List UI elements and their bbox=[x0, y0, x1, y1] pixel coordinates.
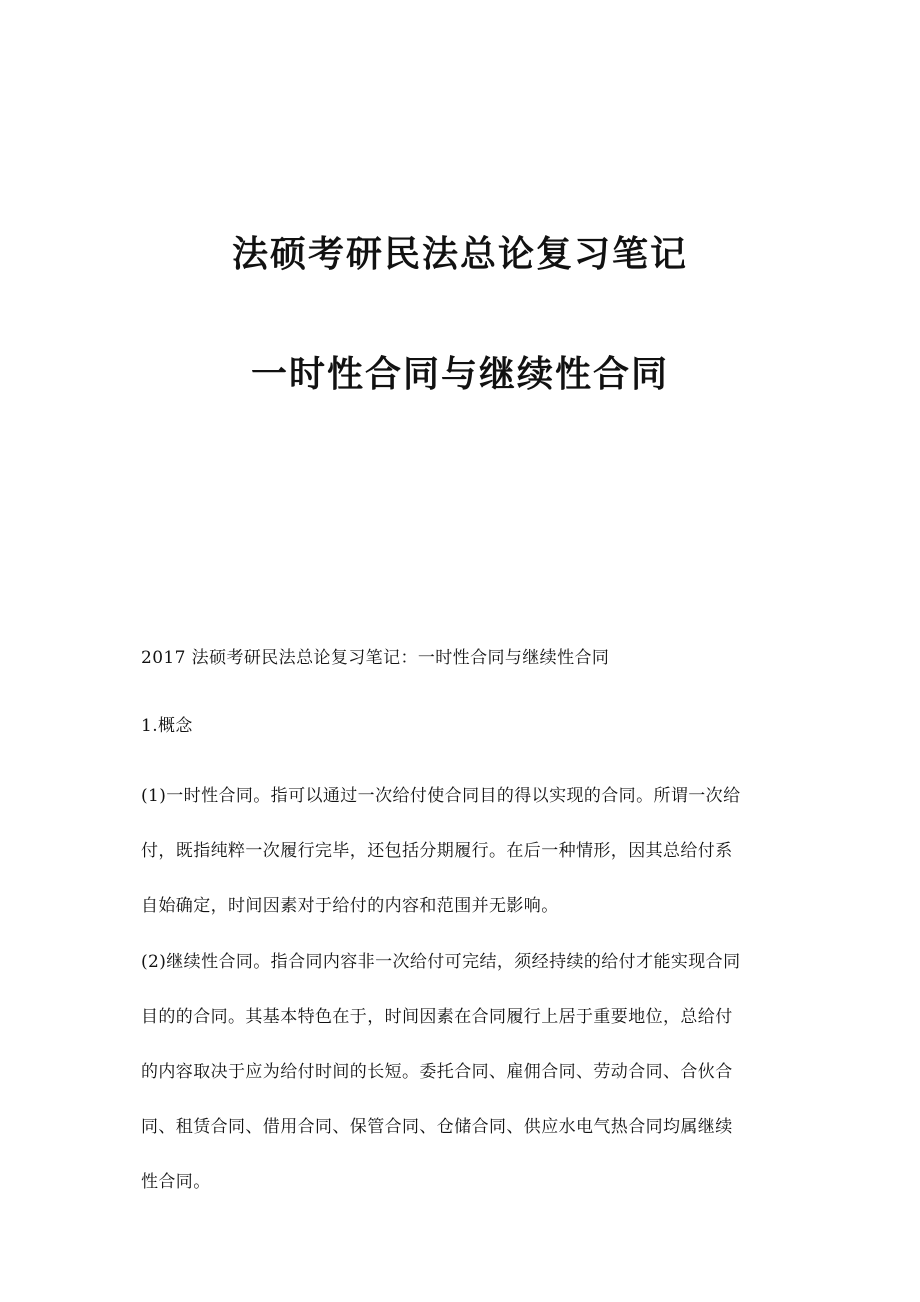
section-heading bbox=[141, 707, 781, 745]
document-title: 法硕考研民法总论复习笔记 bbox=[231, 233, 688, 275]
paragraph-line: (2)继续性合同。指合同内容非一次给付可完结，须经持续的给付才能实现合同 bbox=[141, 952, 741, 972]
paragraph-one-time-contract bbox=[141, 777, 781, 942]
section-heading-text: 1.概念 bbox=[141, 716, 193, 736]
paragraph-line: 同、租赁合同、借用合同、保管合同、仓储合同、供应水电气热合同均属继续 bbox=[141, 1117, 733, 1137]
paragraph-line: (1)一时性合同。指可以通过一次给付使合同目的得以实现的合同。所谓一次给 bbox=[141, 786, 741, 806]
paragraph-continuous-contract bbox=[141, 943, 781, 1218]
document-subtitle: 一时性合同与继续性合同 bbox=[250, 353, 669, 395]
paragraph-line: 性合同。 bbox=[141, 1172, 211, 1192]
intro-line bbox=[141, 639, 781, 677]
paragraph-line: 的内容取决于应为给付时间的长短。委托合同、雇佣合同、劳动合同、合伙合 bbox=[141, 1062, 733, 1082]
paragraph-line: 自始确定，时间因素对于给付的内容和范围并无影响。 bbox=[141, 896, 559, 916]
paragraph-line: 目的的合同。其基本特色在于，时间因素在合同履行上居于重要地位，总给付 bbox=[141, 1007, 733, 1027]
intro-text: 2017 法硕考研民法总论复习笔记：一时性合同与继续性合同 bbox=[141, 648, 610, 668]
paragraph-line: 付，既指纯粹一次履行完毕，还包括分期履行。在后一种情形，因其总给付系 bbox=[141, 841, 733, 861]
